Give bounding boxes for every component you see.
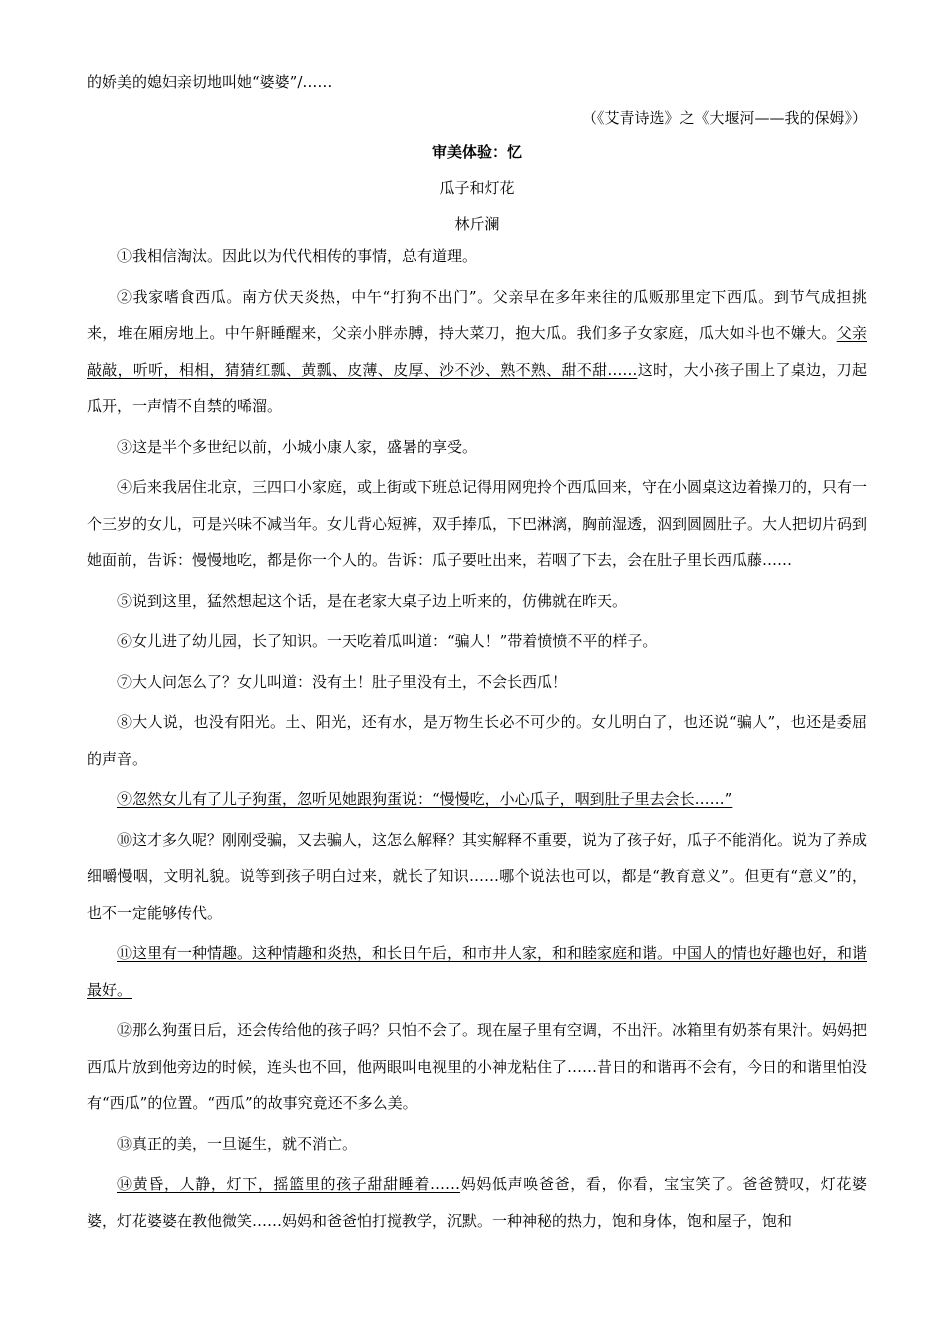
- article-title: 瓜子和灯花: [439, 179, 515, 197]
- document-page: [87, 72, 867, 1239]
- poem-source: （《艾青诗选》之《大堰河——我的保姆》）: [581, 109, 867, 127]
- paragraph-1: ①我相信淘汰。因此以为代代相传的事情，总有道理。: [117, 247, 478, 265]
- paragraph-3: ③这是半个多世纪以前，小城小康人家，盛暑的享受。: [117, 437, 478, 456]
- paragraph-5: ⑤说到这里，猛然想起这个话，是在老家大桌子边上听来的，仿佛就在昨天。: [117, 591, 628, 610]
- paragraph-9-underlined: ⑨忽然女儿有了儿子狗蛋，忽听见她跟狗蛋说：“慢慢吃，小心瓜子，咽到肚子里去会长……”: [117, 790, 733, 808]
- paragraph-2: [87, 279, 867, 425]
- paragraph-8: ⑧大人说，也没有阳光。土、阳光，还有水，是万物生长必不可少的。女儿明白了，也还说“骗人”，也还是委屈的声音。: [87, 713, 867, 768]
- paragraph-13: ⑬真正的美，一旦诞生，就不消亡。: [117, 1134, 358, 1153]
- paragraph-10: ⑩这才多久呢？刚刚受骗，又去骗人，这怎么解释？其实解释不重要，说为了孩子好，瓜子不能消化。说为了养成细嚼慢咽，文明礼貌。说等到孩子明白过来，就长了知识……哪个说法也可以，都是“教育意义”。但更有“意义”的，也不一定能够传代。: [87, 830, 868, 922]
- paragraph-2-text-a: ②我家嗜食西瓜。南方伏天炎热，中午“打狗不出门”。父亲早在多年来往的瓜贩那里定下西瓜。到节气成担挑来，堆在厢房地上。中午鼾睡醒来，父亲小胖赤膊，持大菜刀，抱大瓜。我们多子女家庭，瓜大如斗也不嫌大。: [87, 287, 867, 342]
- paragraph-4: ④后来我居住北京，三四口小家庭，或上街或下班总记得用网兜拎个西瓜回来，守在小圆桌这边着操刀的，只有一个三岁的女儿，可是兴味不减当年。女儿背心短裤，双手捧瓜，下巴淋漓，胸前湿透，泅到圆圆肚子。大人把切片码到她面前，告诉：慢慢地吃，都是你一个人的。告诉：瓜子要吐出来，若咽了下去，会在肚子里长西瓜藤……: [87, 478, 868, 569]
- paragraph-11: [87, 935, 867, 1008]
- paragraph-14-text: 妈妈低声唤爸爸，看，你看，宝宝笑了。爸爸赞叹，灯花婆婆，灯花婆婆在教他微笑……妈妈和爸爸怕打搅教学，沉默。一种神秘的热力，饱和身体，饱和屋子，饱和: [87, 1175, 867, 1230]
- article-author: 林斤澜: [454, 215, 500, 233]
- paragraph-11-underlined: ⑪这里有一种情趣。这种情趣和炎热，和长日午后，和市井人家，和和睦家庭和谐。中国人的情也好趣也好，和谐最好。: [87, 944, 868, 999]
- poem-tail-line: 的娇美的媳妇亲切地叫她“婆婆”/……: [87, 73, 333, 91]
- paragraph-9: [87, 781, 867, 818]
- paragraph-2-underlined: 父亲敲敲，听听，相相，猜猜红瓢、黄瓢、皮薄、皮厚、沙不沙、熟不熟、甜不甜……: [87, 324, 867, 379]
- paragraph-12: ⑫那么狗蛋日后，还会传给他的孩子吗？只怕不会了。现在屋子里有空调，不出汗。冰箱里有奶茶有果汁。妈妈把西瓜片放到他旁边的时候，连头也不回，他两眼叫电视里的小神龙粘住了……昔日的和谐再不会有，今日的和谐里怕没有“西瓜”的位置。“西瓜”的故事究竟还不多么美。: [87, 1021, 868, 1112]
- paragraph-2-text-b: 这时，大小孩子围上了桌边，刀起瓜开，一声情不自禁的唏溜。: [87, 360, 867, 415]
- paragraph-6: ⑥女儿进了幼儿园，长了知识。一天吃着瓜叫道：“骗人！”带着愤愤不平的样子。: [117, 632, 658, 650]
- paragraph-7: ⑦大人问怎么了？女儿叫道：没有土！肚子里没有土，不会长西瓜！: [117, 672, 568, 691]
- paragraph-14-underlined: ⑭黄昏，人静，灯下，摇篮里的孩子甜甜睡着……: [117, 1175, 461, 1193]
- paragraph-14: [87, 1166, 867, 1239]
- section-heading: 审美体验：忆: [431, 143, 522, 161]
